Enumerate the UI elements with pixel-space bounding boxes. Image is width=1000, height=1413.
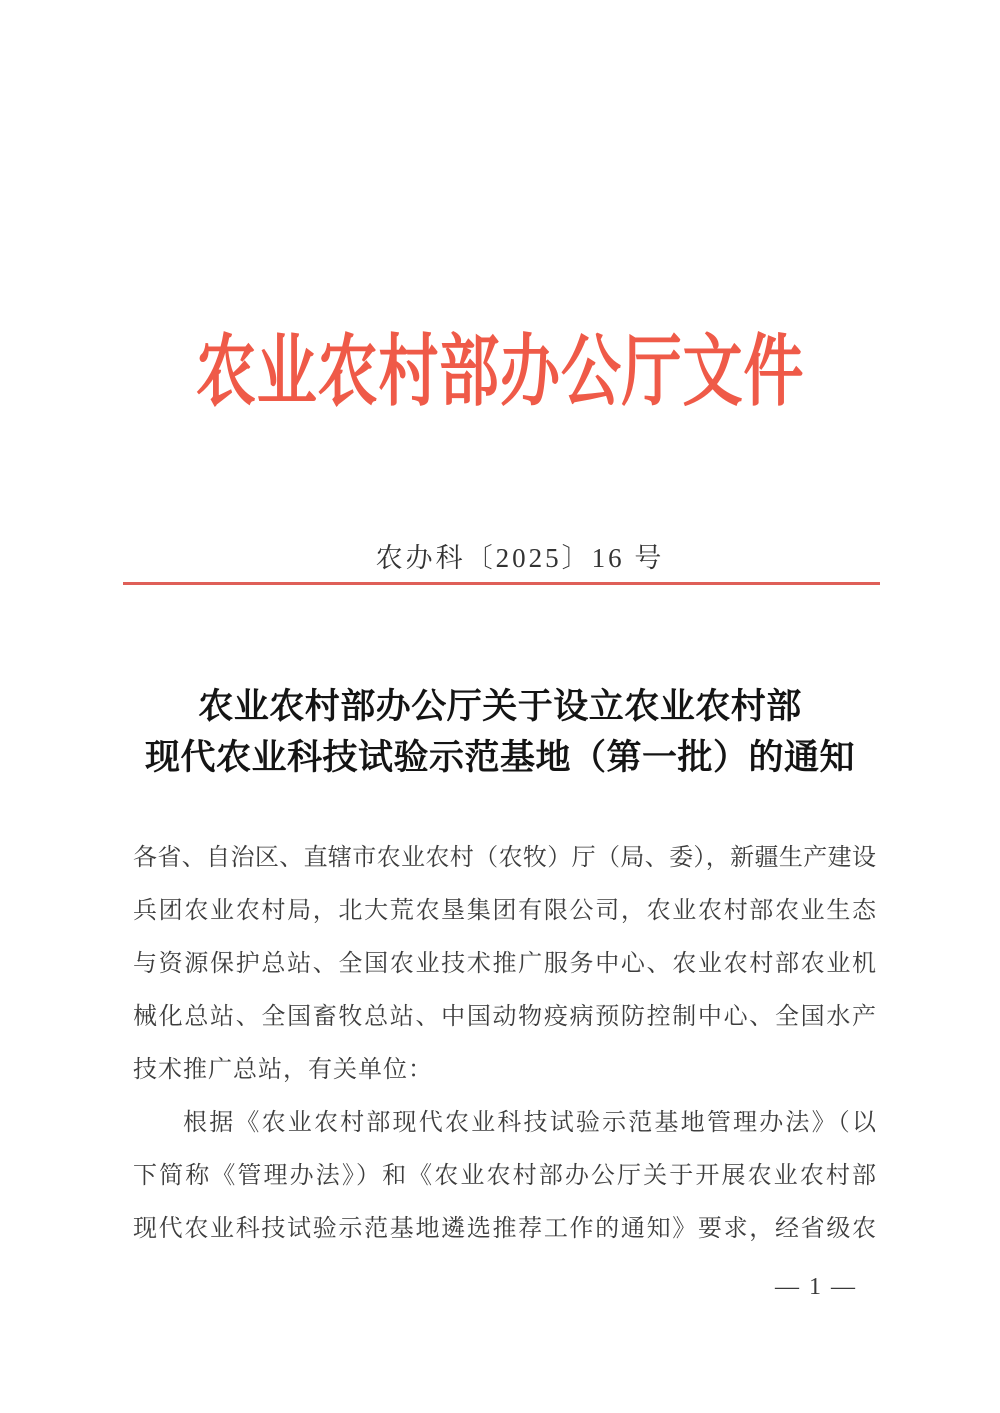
document-number: 农办科〔2025〕16 号 xyxy=(375,543,665,573)
body-line: 技术推广总站，有关单位： xyxy=(133,1057,433,1083)
notice-title-line2: 现代农业科技试验示范基地（第一批）的通知 xyxy=(144,738,855,777)
body-line: 现代农业科技试验示范基地遴选推荐工作的通知》要求，经省级农 xyxy=(133,1216,876,1242)
page-number: — 1 — xyxy=(775,1274,857,1300)
notice-title-line1: 农业农村部办公厅关于设立农业农村部 xyxy=(198,687,802,726)
letterhead-title: 农业农村部办公厅文件 xyxy=(195,328,805,415)
body-line: 与资源保护总站、全国农业技术推广服务中心、农业农村部农业机 xyxy=(133,951,876,977)
body-line: 械化总站、全国畜牧总站、中国动物疫病预防控制中心、全国水产 xyxy=(133,1004,876,1030)
body-line: 各省、自治区、直辖市农业农村（农牧）厅（局、委），新疆生产建设 xyxy=(133,845,876,871)
red-separator-line xyxy=(123,582,880,585)
body-line: 下简称《管理办法》）和《农业农村部办公厅关于开展农业农村部 xyxy=(133,1163,876,1189)
body-line: 兵团农业农村局，北大荒农垦集团有限公司，农业农村部农业生态 xyxy=(133,898,876,924)
body-line: 根据《农业农村部现代农业科技试验示范基地管理办法》（以 xyxy=(183,1110,876,1136)
letterhead-banner xyxy=(0,322,1000,444)
body-text xyxy=(133,832,876,1256)
notice-title xyxy=(0,681,1000,783)
